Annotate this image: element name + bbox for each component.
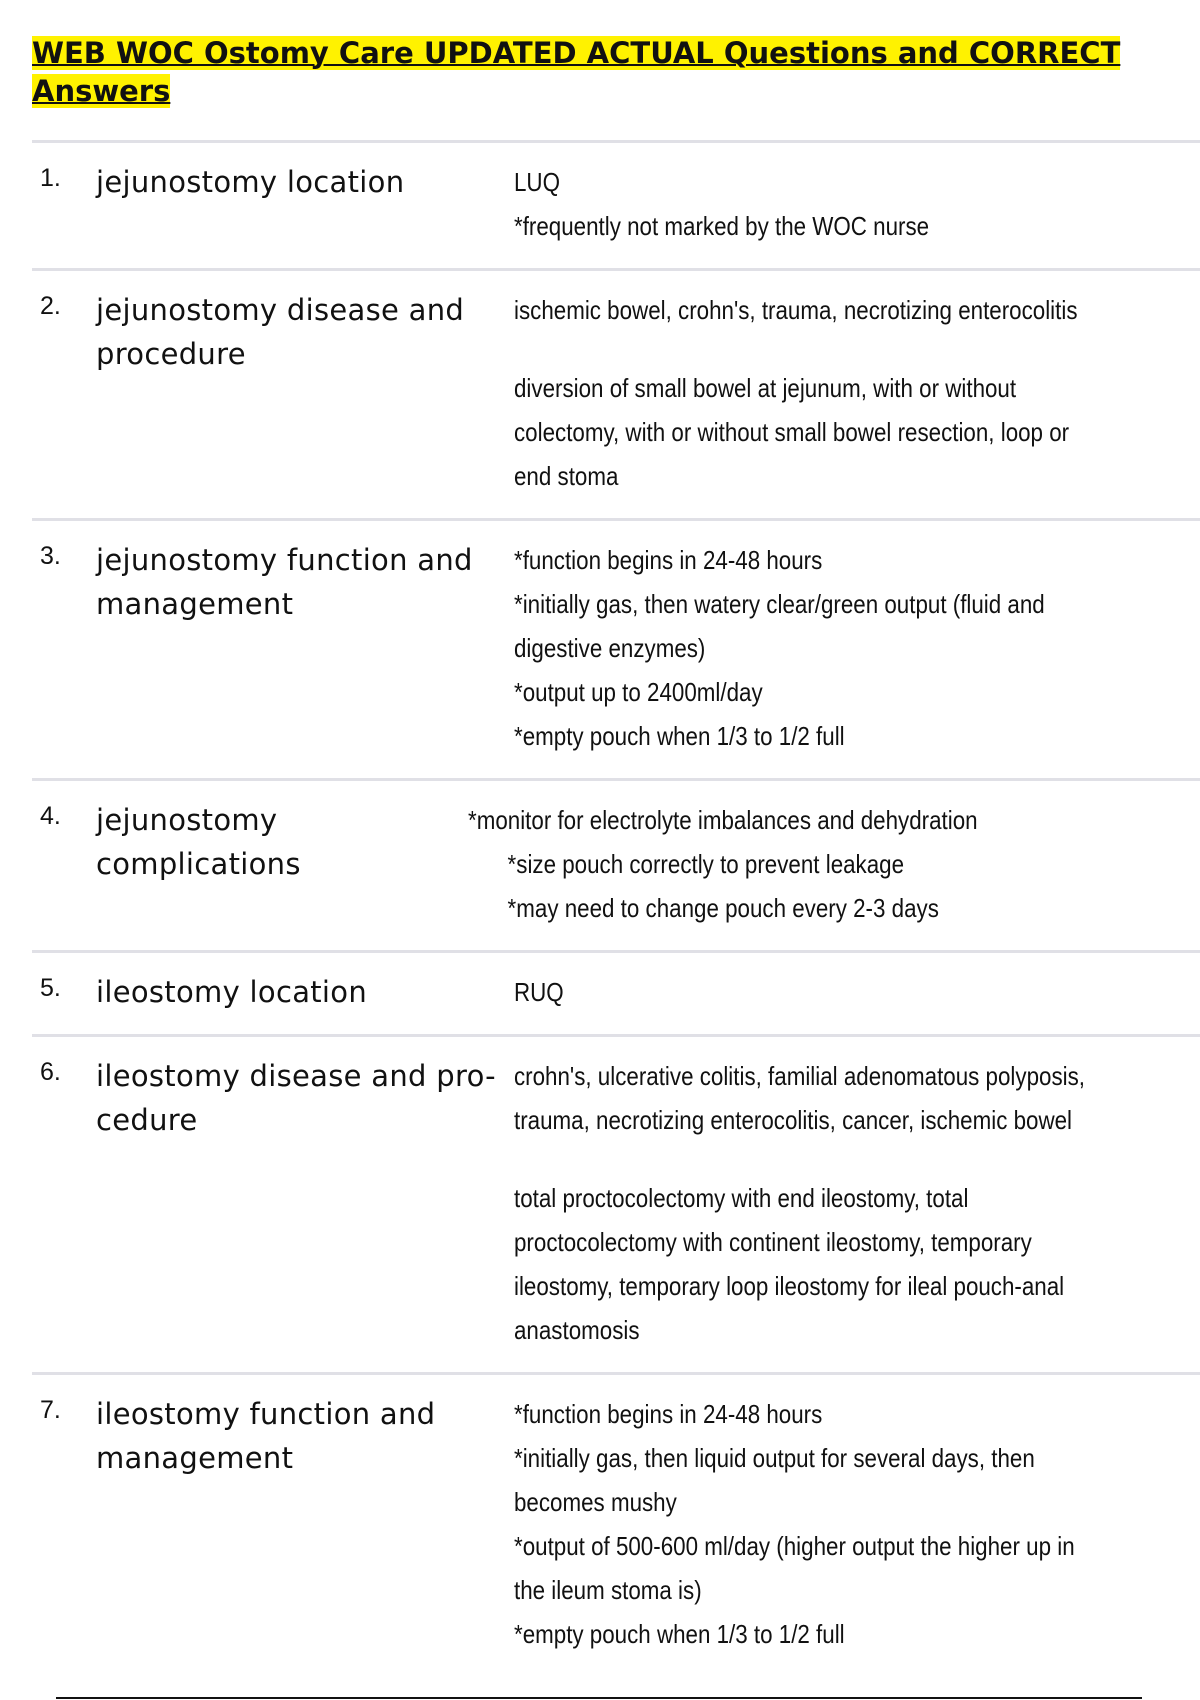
qa-term: jejunostomy disease and procedure: [96, 293, 465, 371]
title-wrap: [32, 34, 1182, 110]
definition-line: *may need to change pouch every 2-3 days: [507, 893, 939, 923]
qa-term: ileostomy location: [96, 975, 368, 1009]
definition-line: crohn's, ulcerative colitis, familial adenomatous polyposis, trauma, necrotizing enterocolitis, cancer, ischemic bowel: [514, 1061, 1085, 1135]
qa-term: ileostomy disease and pro-cedure: [96, 1059, 496, 1137]
qa-row: [32, 1037, 1200, 1375]
definition-line: *frequently not marked by the WOC nurse: [514, 211, 930, 241]
qa-number: 5.: [40, 974, 61, 1002]
qa-number: 4.: [40, 802, 61, 830]
footer-rule: [56, 1697, 1142, 1699]
definition-line: ischemic bowel, crohn's, trauma, necrotizing enterocolitis: [514, 295, 1078, 325]
definition-line: *monitor for electrolyte imbalances and dehydration: [468, 805, 978, 835]
qa-definition: [514, 538, 1104, 758]
qa-definition: [468, 798, 1098, 930]
qa-row: [32, 143, 1200, 271]
definition-line: *output of 500-600 ml/day (higher output the higher up in the ileum stoma is): [514, 1531, 1075, 1605]
qa-number: 2.: [40, 292, 61, 320]
qa-number: 7.: [40, 1396, 61, 1424]
definition-line: *output up to 2400ml/day: [514, 677, 763, 707]
qa-term: jejunostomy function and management: [96, 543, 473, 621]
qa-row: [32, 521, 1200, 781]
qa-row: [32, 271, 1200, 521]
qa-term: jejunostomy location: [96, 165, 405, 199]
qa-number: 1.: [40, 164, 61, 192]
definition-line: *initially gas, then watery clear/green output (fluid and digestive enzymes): [514, 589, 1045, 663]
qa-definition: [514, 288, 1104, 498]
definition-line: *function begins in 24-48 hours: [514, 545, 823, 575]
qa-definition: [514, 970, 1104, 1014]
qa-row: [32, 781, 1200, 953]
document-page: [32, 34, 1200, 1676]
definition-gap: [514, 1142, 1104, 1176]
qa-definition: [514, 1392, 1104, 1656]
qa-definition: [514, 1054, 1104, 1352]
definition-line: *size pouch correctly to prevent leakage: [507, 849, 905, 879]
qa-row: [32, 1375, 1200, 1676]
definition-line: *function begins in 24-48 hours: [514, 1399, 823, 1429]
qa-row: [32, 953, 1200, 1037]
definition-line: *empty pouch when 1/3 to 1/2 full: [514, 1619, 845, 1649]
document-title: WEB WOC Ostomy Care UPDATED ACTUAL Questions and CORRECT Answers: [32, 36, 1121, 108]
definition-line: *initially gas, then liquid output for several days, then becomes mushy: [514, 1443, 1035, 1517]
definition-line: LUQ: [514, 167, 560, 197]
qa-number: 3.: [40, 542, 61, 570]
definition-line: diversion of small bowel at jejunum, with or without colectomy, with or without small bowel resection, loop or end stoma: [514, 373, 1070, 491]
definition-gap: [514, 332, 1104, 366]
definition-line: *empty pouch when 1/3 to 1/2 full: [514, 721, 845, 751]
qa-term: ileostomy function and management: [96, 1397, 436, 1475]
qa-term: jejunostomy complications: [96, 803, 301, 881]
definition-line: RUQ: [514, 977, 564, 1007]
qa-definition: [514, 160, 1104, 248]
definition-line: total proctocolectomy with end ileostomy, total proctocolectomy with continent ileostomy, temporary ileostomy, temporary loop ileostomy for ileal pouch-anal anastomosis: [514, 1183, 1065, 1345]
qa-number: 6.: [40, 1058, 61, 1086]
qa-list: [32, 140, 1200, 1676]
